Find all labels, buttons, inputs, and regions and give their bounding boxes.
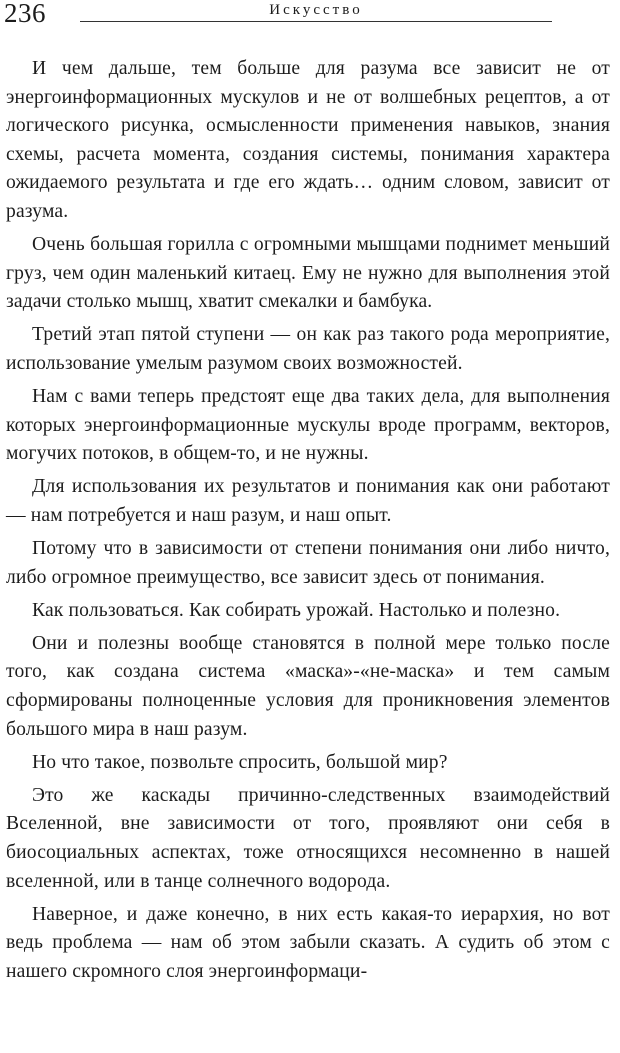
- paragraph: Для использования их результатов и понимания как они работают — нам потребуется и наш разум, и наш опыт.: [6, 476, 610, 526]
- paragraph: Как пользоваться. Как собирать урожай. Настолько и полезно.: [32, 599, 561, 621]
- paragraph: Третий этап пятой ступени — он как раз такого рода мероприятие, использование умелым разумом своих возможностей.: [6, 324, 610, 374]
- paragraph: Они и полезны вообще становятся в полной мере только после того, как создана система «маска»-«не-маска» и тем самым сформированы полноценные условия для проникновения элементов большого мира в наш разум.: [6, 632, 610, 740]
- paragraph: Нам с вами теперь предстоят еще два таких дела, для выполнения которых энергоинформационные мускулы вроде программ, векторов, могучих потоков, в общем-то, и не нужны.: [6, 386, 610, 465]
- running-head-title: Искусство: [269, 2, 363, 18]
- paragraph: Потому что в зависимости от степени понимания они либо ничто, либо огромное преимущество, все зависит здесь от понимания.: [6, 538, 610, 588]
- paragraph: И чем дальше, тем больше для разума все зависит не от энергоинформационных мускулов и не от волшебных рецептов, а от логического рисунка, осмысленности применения навыков, знания схемы, расчета момента, создания системы, понимания характера ожидаемого результата и где его ждать… одним словом, зависит от разума.: [6, 58, 610, 222]
- page-number: 236: [4, 0, 46, 28]
- header-rule: [80, 21, 552, 22]
- paragraph: Но что такое, позвольте спросить, большой мир?: [32, 751, 448, 773]
- paragraph: Это же каскады причинно-следственных взаимодействий Вселенной, вне зависимости от того, проявляют они себя в биосоциальных аспектах, тоже относящихся несомненно в нашей вселенной, или в танце солнечного водорода.: [6, 784, 610, 892]
- body-text: [6, 55, 610, 991]
- paragraph: Очень большая горилла с огромными мышцами поднимет меньший груз, чем один маленький китаец. Ему не нужно для выполнения этой задачи столько мышц, хватит смекалки и бамбука.: [6, 234, 610, 313]
- paragraph: Наверное, и даже конечно, в них есть какая-то иерархия, но вот ведь проблема — нам об этом забыли сказать. А судить об этом с нашего скромного слоя энергоинформаци-: [6, 903, 610, 982]
